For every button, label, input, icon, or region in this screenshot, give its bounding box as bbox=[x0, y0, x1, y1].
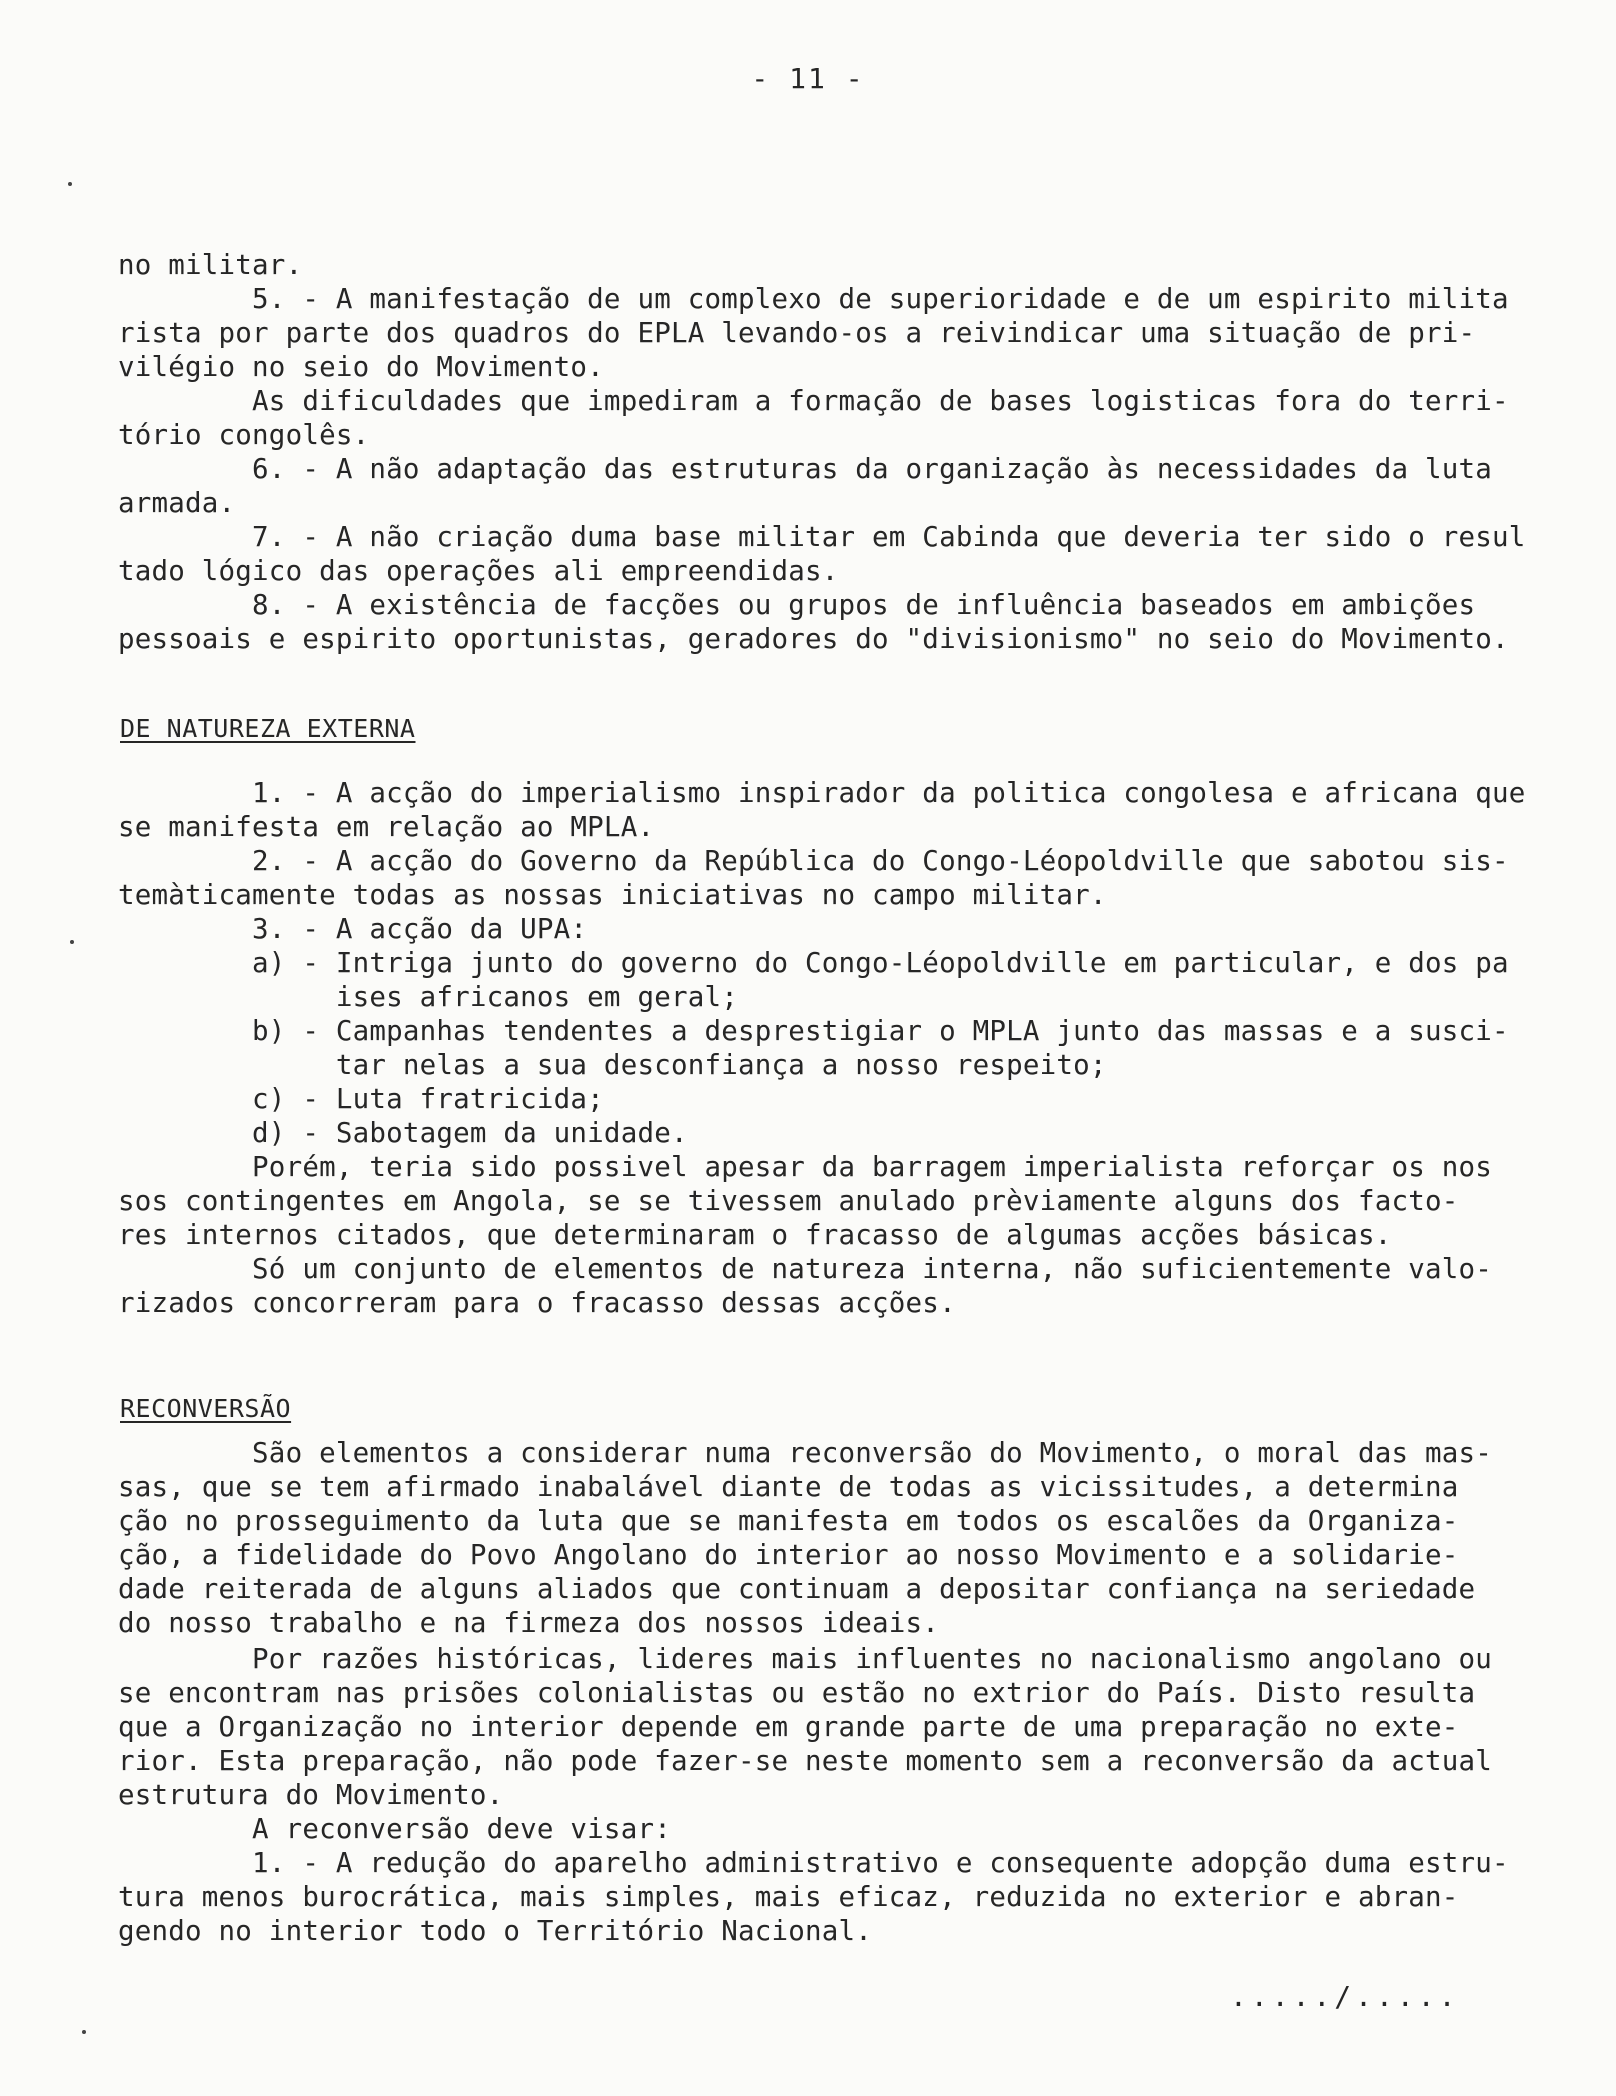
continuation-mark: ...../..... bbox=[1230, 1980, 1460, 2013]
text-line: d) - Sabotagem da unidade. bbox=[118, 1117, 688, 1149]
scan-speck bbox=[68, 182, 72, 186]
text-line: 2. - A acção do Governo da República do Congo-Léopoldville que sabotou sis- bbox=[118, 845, 1509, 877]
text-line: se encontram nas prisões colonialistas ou estão no extrior do País. Disto resulta bbox=[118, 1677, 1476, 1709]
text-line: Por razões históricas, lideres mais influentes no nacionalismo angolano ou bbox=[118, 1643, 1493, 1675]
scan-speck bbox=[70, 940, 74, 944]
text-line: estrutura do Movimento. bbox=[118, 1779, 504, 1811]
text-line: tar nelas a sua desconfiança a nosso respeito; bbox=[118, 1049, 1107, 1081]
text-line: tura menos burocrática, mais simples, mais eficaz, reduzida no exterior e abran- bbox=[118, 1881, 1459, 1913]
text-line: vilégio no seio do Movimento. bbox=[118, 351, 604, 383]
text-line: São elementos a considerar numa reconversão do Movimento, o moral das mas- bbox=[118, 1437, 1493, 1469]
text-line: b) - Campanhas tendentes a desprestigiar o MPLA junto das massas e a susci- bbox=[118, 1015, 1509, 1047]
text-line: rista por parte dos quadros do EPLA levando-os a reivindicar uma situação de pri- bbox=[118, 317, 1476, 349]
text-line: sos contingentes em Angola, se se tivessem anulado prèviamente alguns dos facto- bbox=[118, 1185, 1459, 1217]
section-heading-reconversion: RECONVERSÃO bbox=[120, 1394, 292, 1423]
text-line: pessoais e espirito oportunistas, geradores do "divisionismo" no seio do Movimento. bbox=[118, 623, 1509, 655]
text-line: Porém, teria sido possivel apesar da barragem imperialista reforçar os nos bbox=[118, 1151, 1493, 1183]
text-line: c) - Luta fratricida; bbox=[118, 1083, 604, 1115]
text-line: ção, a fidelidade do Povo Angolano do interior ao nosso Movimento e a solidarie- bbox=[118, 1539, 1459, 1571]
text-line: 3. - A acção da UPA: bbox=[118, 913, 588, 945]
text-line: tório congolês. bbox=[118, 419, 370, 451]
text-line: res internos citados, que determinaram o fracasso de algumas acções básicas. bbox=[118, 1219, 1392, 1251]
text-line: gendo no interior todo o Território Nacional. bbox=[118, 1915, 873, 1947]
text-line: dade reiterada de alguns aliados que continuam a depositar confiança na seriedade bbox=[118, 1573, 1476, 1605]
text-line: sas, que se tem afirmado inabalável diante de todas as vicissitudes, a determina bbox=[118, 1471, 1459, 1503]
text-line: 6. - A não adaptação das estruturas da organização às necessidades da luta bbox=[118, 453, 1493, 485]
text-line: 1. - A acção do imperialismo inspirador da politica congolesa e africana que bbox=[118, 777, 1526, 809]
text-line: 1. - A redução do aparelho administrativo e consequente adopção duma estru- bbox=[118, 1847, 1509, 1879]
text-line: 5. - A manifestação de um complexo de superioridade e de um espirito milita bbox=[118, 283, 1509, 315]
text-line: do nosso trabalho e na firmeza dos nossos ideais. bbox=[118, 1607, 940, 1639]
text-line: rizados concorreram para o fracasso dessas acções. bbox=[118, 1287, 956, 1319]
text-line: armada. bbox=[118, 487, 236, 519]
text-line: tado lógico das operações ali empreendidas. bbox=[118, 555, 839, 587]
text-line: 8. - A existência de facções ou grupos de influência baseados em ambições bbox=[118, 589, 1476, 621]
text-line: rior. Esta preparação, não pode fazer-se neste momento sem a reconversão da actual bbox=[118, 1745, 1493, 1777]
text-line: temàticamente todas as nossas iniciativas no campo militar. bbox=[118, 879, 1107, 911]
text-line: a) - Intriga junto do governo do Congo-Léopoldville em particular, e dos pa bbox=[118, 947, 1509, 979]
text-line: 7. - A não criação duma base militar em Cabinda que deveria ter sido o resul bbox=[118, 521, 1526, 553]
page-number: - 11 - bbox=[751, 62, 865, 95]
text-line: que a Organização no interior depende em grande parte de uma preparação no exte- bbox=[118, 1711, 1459, 1743]
text-line: se manifesta em relação ao MPLA. bbox=[118, 811, 655, 843]
text-line: no militar. bbox=[118, 249, 303, 281]
scan-speck bbox=[82, 2030, 86, 2034]
text-line: A reconversão deve visar: bbox=[118, 1813, 671, 1845]
text-line: ção no prosseguimento da luta que se manifesta em todos os escalões da Organiza- bbox=[118, 1505, 1459, 1537]
text-line: As dificuldades que impediram a formação de bases logisticas fora do terri- bbox=[118, 385, 1509, 417]
text-line: ises africanos em geral; bbox=[118, 981, 738, 1013]
text-line: Só um conjunto de elementos de natureza interna, não suficientemente valo- bbox=[118, 1253, 1493, 1285]
section-heading-external: DE NATUREZA EXTERNA bbox=[120, 714, 416, 743]
